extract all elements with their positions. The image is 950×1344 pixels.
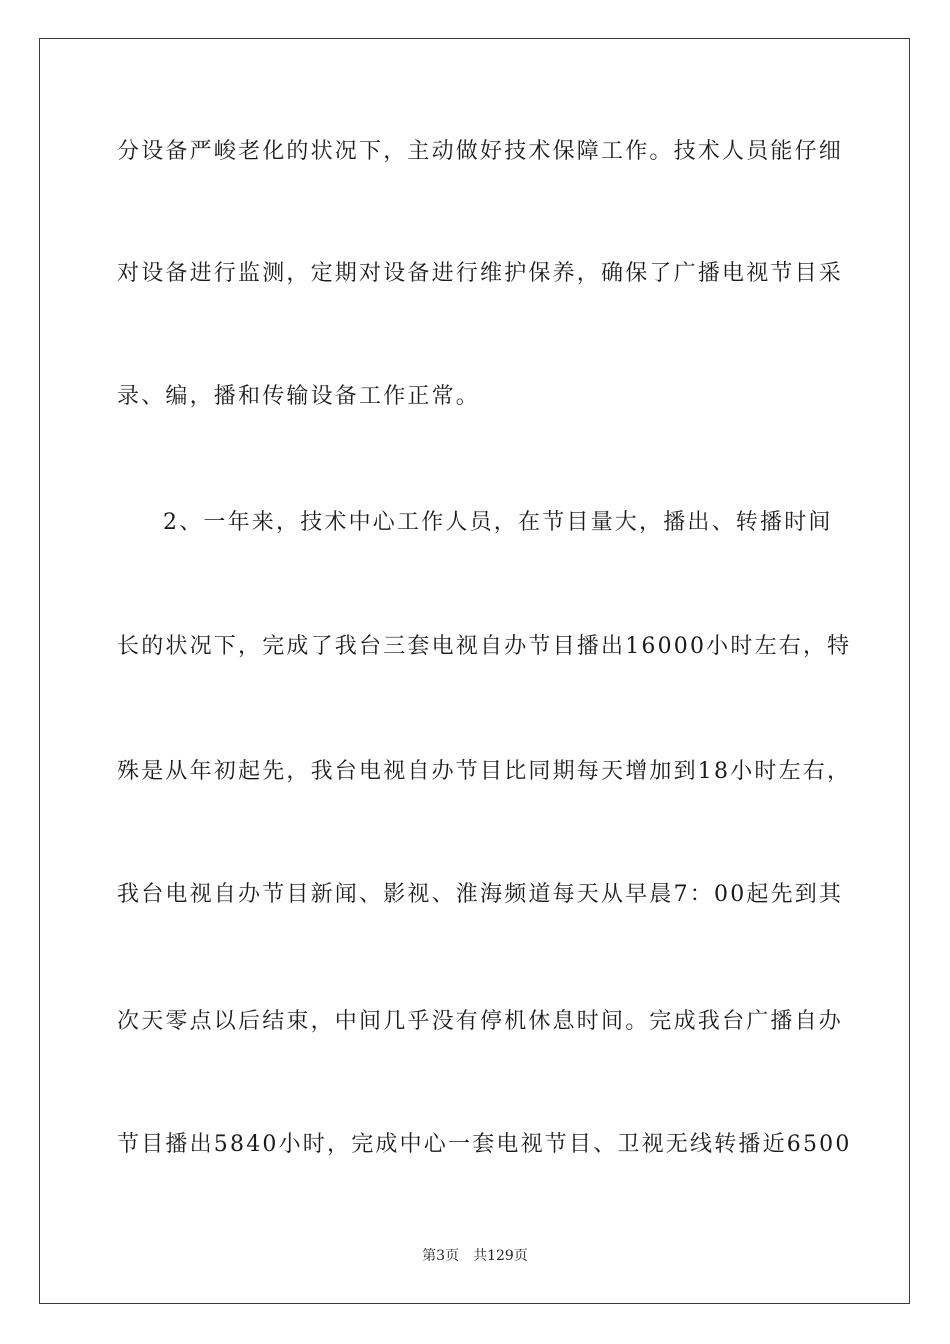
paragraph-line: 分设备严峻老化的状况下，主动做好技术保障工作。技术人员能仔细 — [117, 139, 844, 164]
page-number: 第3页 — [422, 1248, 460, 1264]
page-footer — [0, 1246, 950, 1266]
page-border — [39, 38, 910, 1304]
paragraph-line: 我台电视自办节目新闻、影视、淮海频道每天从早晨7：00起先到其 — [117, 882, 844, 907]
paragraph-line: 录、编，播和传输设备工作正常。 — [117, 384, 481, 409]
paragraph-line: 殊是从年初起先，我台电视自办节目比同期每天增加到18小时左右， — [117, 759, 852, 784]
paragraph-line: 对设备进行监测，定期对设备进行维护保养，确保了广播电视节目采 — [117, 261, 844, 286]
page-total: 共129页 — [473, 1248, 528, 1264]
paragraph-line: 次天零点以后结束，中间几乎没有停机休息时间。完成我台广播自办 — [117, 1009, 844, 1034]
paragraph-line: 长的状况下，完成了我台三套电视自办节目播出16000小时左右，特 — [117, 634, 852, 659]
paragraph-line: 2、一年来，技术中心工作人员，在节目量大，播出、转播时间 — [163, 510, 833, 535]
paragraph-line: 节目播出5840小时，完成中心一套电视节目、卫视无线转播近6500 — [117, 1132, 852, 1157]
